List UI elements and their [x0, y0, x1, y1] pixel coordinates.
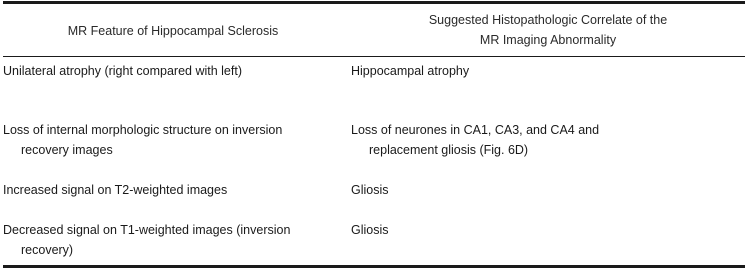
table-row-2-feature: Loss of internal morphologic structure on inversion recovery images [3, 123, 283, 157]
table-row-2-correlate: Loss of neurones in CA1, CA3, and CA4 and replacement gliosis (Fig. 6D) [351, 123, 600, 157]
column-header-mr-feature: MR Feature of Hippocampal Sclerosis [67, 24, 279, 38]
table-row-4-correlate: Gliosis [351, 223, 389, 237]
table-row-4-feature: Decreased signal on T1-weighted images (inversion recovery) [3, 223, 291, 257]
table-row-1-feature: Unilateral atrophy (right compared with left) [3, 64, 242, 78]
column-header-line-1: Suggested Histopathologic Correlate of the [428, 13, 668, 27]
column-header-line-2: MR Imaging Abnormality [479, 33, 617, 47]
column-header-histopathologic-correlate [351, 10, 745, 50]
table-row-1-correlate: Hippocampal atrophy [351, 64, 470, 78]
mr-feature-table [3, 0, 745, 270]
table-row-3-feature: Increased signal on T2-weighted images [3, 183, 228, 197]
table-header-rule [3, 56, 745, 57]
table-row-3-correlate: Gliosis [351, 183, 389, 197]
table-top-rule [3, 1, 745, 4]
table-bottom-rule [3, 265, 745, 268]
